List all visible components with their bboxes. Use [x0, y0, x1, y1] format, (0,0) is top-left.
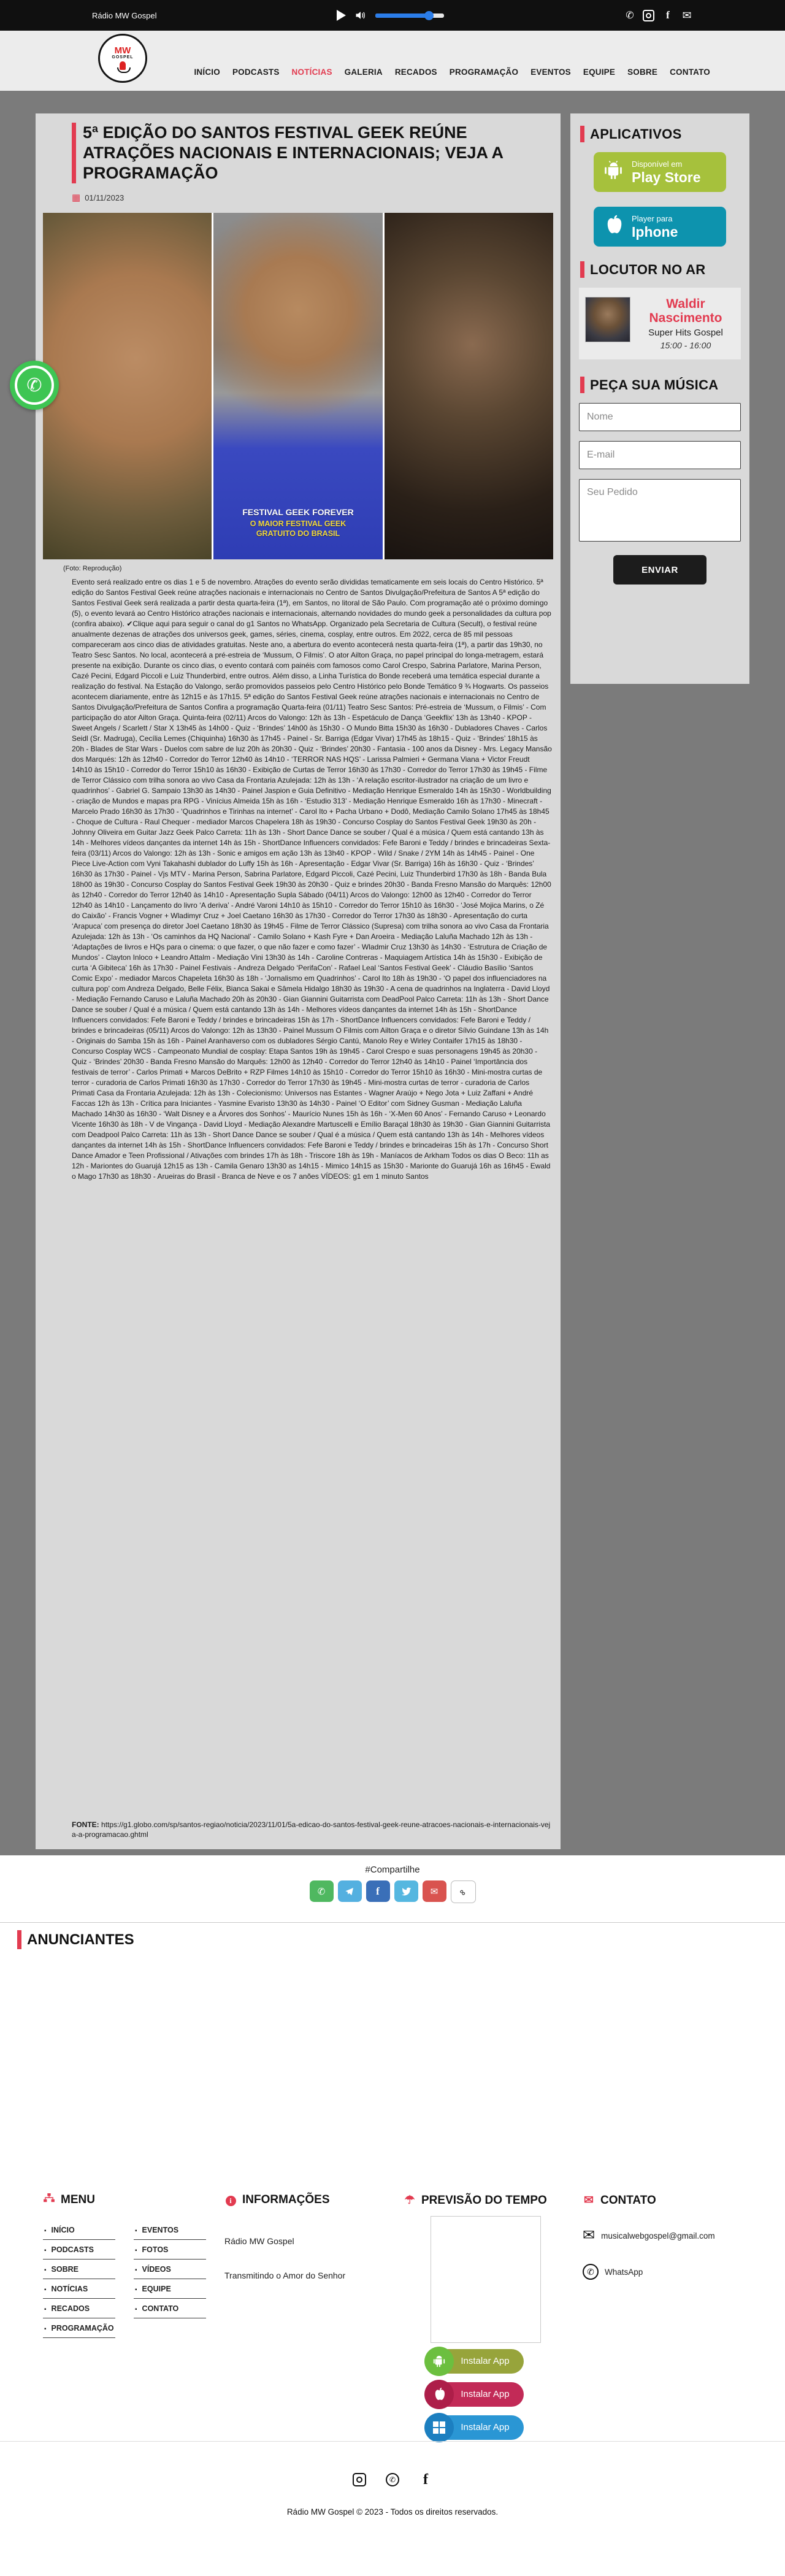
nav-item[interactable]: GALERIA [344, 67, 383, 77]
footer-divider [0, 2441, 785, 2442]
article-date: 01/11/2023 [85, 193, 124, 202]
station-name: Rádio MW Gospel [92, 10, 157, 20]
volume-fill [375, 13, 429, 18]
content-area [0, 91, 785, 1855]
share-title: #Compartilhe [365, 1865, 420, 1875]
instagram-icon[interactable] [351, 2472, 367, 2488]
title-accent-bar [72, 123, 76, 183]
heading-accent-bar [580, 126, 584, 142]
footer-station-name: Rádio MW Gospel [224, 2236, 294, 2246]
top-bar [0, 0, 785, 31]
whatsapp-float-button[interactable] [10, 361, 59, 410]
footer-menu-item[interactable]: ▪ VÍDEOS [134, 2260, 206, 2279]
photo-man-sunglasses [213, 213, 382, 559]
footer-menu-item[interactable]: ▪ INÍCIO [43, 2220, 115, 2240]
footer-menu-list-1 [43, 2220, 115, 2338]
nome-field[interactable] [579, 403, 741, 431]
article-body: Evento será realizado entre os dias 1 e 5 de novembro. Atrações do evento serão divididas tematicamente em seis locais do Centro Histórico. 5ª edição do Santos Festival Geek reúne atrações nacionais e internacionais no Centro de Santos Divulgação/Prefeitura de Santos A 5ª edição do Santos Festival Geek será realizada a partir desta quarta-feira (1ª), em Santos, no litoral de São Paulo. Com programação até o próximo domingo (5), o evento levará ao Centro Histórico atrações nacionais e internacionais, alternando novidades do mundo geek a personalidades da cultura pop (confira abaixo). ✔Clique aqui para seguir o canal do g1 Santos no WhatsApp. Organizado pela Secretaria de Cultura (Secult), o festival reúne anualmente dezenas de atrações dos universos geek, games, séries, cinema, cosplay, entre outros. Em 2022, cerca de 85 mil pessoas compareceram aos cinco dias de atividades gratuitas. Neste ano, a abertura do evento acontecerá nesta quarta-feira (1ª), a partir das 19h30, no Teatro Sesc Santos. No local, acontecerá a pré-estreia de ‘Mussum, O Filmis’. O ator Ailton Graça, no papel principal do longa-metragem, estará presente na exibição. Durante os cinco dias, o evento contará com painéis com famosos como Carol Crespo, Sabrina Parlatore, Marina Person, Cazé Pecini, Edgard Piccoli e Luiz Thunderbird, entre outros. Além disso, a Linha Turística do Bonde receberá uma temática especial durante a realização do festival. Na Estação do Valongo, serão promovidos passeios pelo Centro Histórico pelo Bonde Temático 9 ¾ Hogwarts. Os passeios acontecem diariamente, entre às 12h15 e às 17h15. 5ª edição do Santos Festival Geek reúne atrações nacionais e internacionais no Centro de Santos Divulgação/Prefeitura de Santos Confira a programação Quarta-feira (01/11) Teatro Sesc Santos: Pré-estreia de ‘Mussum, o Filmis’ - Com participação do ator Ailton Graça. Quinta-feira (02/11) Arcos do Valongo: 12h às 13h - Espetáculo de Dança ‘Geekflix’ 13h às 13h40 - KPOP - Sweet Angels / Scarlett / Star X 13h45 às 14h00 - Quiz - ‘Brindes’ 14h00 às 15h30 - O Mundo Bitta 15h30 às 16h30 - Dubladores Chaves - Carlos Seidl (Sr. Madruga), Cecília Lemes (Chiquinha) 16h30 às 17h45 - Painel - Sr. Barriga (Edgar Vivar) 17h45 às 18h15 - Quiz - ‘Brindes’ 18h15 às 20h - Blades de Star Wars - Duelos com sabre de luz 20h às 20h30 - Quiz - ‘Brindes’ 20h30 - Fantasia - 100 anos da Disney - Mrs. Legacy Mansão dos Marqués: 12h às 12h40 - Corredor do Terror 12h40 às 14h10 - ‘TERROR NAS HQS’ - Larissa Palmieri + Germana Viana + Victor Freudt 14h10 às 15h10 - Corredor do Terror 15h10 às 16h30 - Exibição de Curtas de Terror 16h30 às 17h30 - Corredor do Terror 17h30 às 19h45 - Filme de Terror Clássico com trilha sonora ao vivo Casa da Frontaria Azulejada: 12h às 13h - ‘A relação escritor-ilustrador na criação de um livro e quadrinhos’ - Gabriel G. Sampaio 13h30 às 14h30 - Painel Jaspion e Guia Definitivo - Mediação Henrique Esmeraldo 14h às 15h30 - Worldbuilding - criação de Mundos e mapas pra RPG - Vinícius Almeida 15h às 16h - ‘Estudio 313’ - Mediação Henrique Esmeraldo 16h às 17h30 - Minecraft - Marcelo Prado 16h30 às 17h30 - ‘Quadrinhos e Tirinhas na internet’ - Carol Ito + Pacha Urbano + Dodô, Mediação Camilo Solano 17h45 às 18h45 - Choque de Cultura - Raul Chequer - mediador Marcos Chapelera 18h às 19h30 - Concurso Cosplay do Santos Festival Geek 19h30 às 20h - Johnny Oliveira em Guitar Jazz Geek Palco Carreta: 11h às 13h - Short Dance Dance se souber / Qual é a música / Quem está cantando 13h às 14h - Melhores vídeos dançantes da internet 14h às 15h - ShortDance Influencers convidados: Fefe Baroni e Teddy / brindes e brincadeiras Sexta-feira (03/11) Arcos do Valongo: 12h às 13h - Sonic e amigos em ação 13h às 13h40 - KPOP - Wild / Snake / 2YM 14h às 14h45 - Painel - One Piece Live-Action com Vyni Takahashi dublador do Luffy 15h às 16h - Apresentação - Edgar Vivar (Sr. Barriga) 16h às 16h30 - Quiz - ‘Brindes’ 16h30 às 17h30 - Painel - Vjs MTV - Marina Person, Sabrina Parlatore, Edgard Piccoli, Cazé Pecini, Luiz Thunderbird 17h30 às 18h - Banda Bula 18h00 às 19h30 - Concurso Cosplay do Santos Festival Geek 19h30 às 20h30 - Quiz e brindes 20h30 - Banda Fresno Mansão do Marquês: 12h00 às 12h40 - Corredor do Terror 12h40 às 14h10 - Apresentação Supla Sábado (04/11) Arcos do Valongo: 12h00 às 12h40 - Corredor do Terror 12h40 às 14h10 - Lançamento do livro ‘A deriva’ - André Varoni 14h10 às 15h10 - Corredor do Terror 15h10 às 16h30 - ‘José Mojica Marins, o Zé do Caixão’ - Francis Vogner + Wladimyr Cruz + Joel Caetano 16h30 às 17h30 - Corredor do Terror 17h30 às 18h30 - Apresentação do curta ‘Arapuca’ com presença do diretor Joel Caetano 18h30 às 19h45 - Filme de Terror Clássico (Supresa) com trilha sonora ao vivo Casa da Frontaria Azulejada: 12h às 13h - ‘Os caminhos da HQ Nacional’ - Camilo Solano + Kash Fyre + Dan Aroeira - Mediação Laluña Machado 12h às 13h - ‘Adaptações de livros e HQs para o cinema: o que fazer, o que não fazer e como fazer’ - Wladmir Cruz 13h30 às 14h30 - ‘Estrutura de Criação de Mundos’ - Clayton Inloco + Leandro Attalm - Mediação Vini 13h30 às 14h - Caroline Contreras - Maquiagem Artística 14h às 15h30 - Exibição de curta ‘A Gibiteca’ 16h às 17h30 - Painel Festivais - Andreza Delgado ‘PerifaCon’ - Rafael Leal ‘Santos Festival Geek’ - Cláudio Basílio ‘Santos Comic Expo’ - mediador Marcos Chapeleta 16h30 às 18h - ‘Jornalismo em Quadrinhos’ - Carol Ito 18h às 19h30 - ‘O papel dos influenciadores na cultura pop’ com Andreza Delgado, Belle Félix, Bianca Sakai e Sâmela Hidalgo 18h30 às 19h30 - A cena de quadrinhos na Inglaterra - David Lloyd - Mediação Fernando Caruso e Laluña Machado 20h às 20h30 - Gian Giannini Guitarrista com DeadPool Palco Carreta: 11h às 13h - Short Dance Dance se souber / Qual é a música / Quem está cantando 13h às 14h - Melhores vídeos dançantes da internet 14h às 15h - ShortDance Influencers convidados: Fefe Baroni e Teddy / brindes e brincadeiras 15h às 17h - ShortDance Influencers convidados: Fefe Baroni e Teddy / brindes e brincadeiras (05/11) Arcos do Valongo: 12h às 13h30 - Painel Mussum O Filmis com Ailton Graça e o diretor Sílvio Guindane 13h às 14h - Originais do Samba 15h às 16h - Painel Aranhaverso com os dubladores Sérgio Cantú, Manolo Rey e Wirley Contaifer 17h15 às 18h30 - Concurso Cosplay WCS - Campeonato Mundial de cosplay: Etapa Santos 19h às 19h45 - Carol Crespo e suas personagens 19h45 às 20h30 - Quiz - ‘Brindes’ 20h30 - Banda Fresno Mansão do Marquês: 12h00 às 12h40 - Corredor do Terror 12h40 às 14h10 - Painel ‘Importância dos festivais de terror’ - Carlos Primati + Marcos DeBrito + RZP Filmes 14h10 às 15h10 - Corredor do Terror 15h10 às 16h30 - Mini-mostra curtas de terror - curadoria de Carlos Primati 16h30 às 17h30 - Corredor do Terror 17h30 às 19h45 - Mini-mostra curtas de terror - curadoria de Carlos Primati Casa da Frontaria Azulejada: 12h às 13h - Colecionismo: Universos nas Estantes - Wagner Araújo + Nego Jota + Luiz Zaffani + André Faccas 12h às 13h - Crítica para Iniciantes - Yasmine Evaristo 13h30 às 14h30 - Painel ‘O Editor’ com Sidney Gusman - Mediação Laluña Machado 14h30 às 16h30 - ‘Walt Disney e a Árvores dos Sonhos’ - Maurício Nunes 15h às 16h - ‘X-Men 60 Anos’ - Fernando Caruso + Leonardo Vicente 16h30 às 18h - V de Vingança - David Lloyd - Mediação Alexandre Martuscelli e Emílio Baraçal 18h30 às 19h30 - Gian Giannini Guitarrista com Deadpool Palco Carreta: 11h às 13h - Short Dance Dance se souber / Qual é a música / Quem está cantando 13h às 14h - Melhores vídeos dançantes da internet 14h às 15h - ShortDance Influencers convidados: Fefe Baroni e Teddy / brindes e brincadeiras 15h às 17h - Concurso Short Dance Amador e Teen Profissional / Ativações com brindes 17h às 18h - Triscore 18h às 19h - Maníacos de Arkham Todos os dias O Beco: 11h as 12h - Mariontes do Guarujá 12h15 as 13h - Camila Genaro 13h30 as 14h15 - Mimico 14h15 as 15h30 - Marionte do Guarujá 16h as 16h45 - Ewald o Mago 17h30 as 18h30 - Arueiras do Brasil - Branca de Neve e os 7 anões VÍDEOS: g1 em 1 minuto Santos [72, 578, 552, 1181]
pedido-field[interactable] [579, 479, 741, 542]
facebook-icon[interactable]: f [423, 2471, 428, 2488]
heading-accent-bar [17, 1930, 21, 1949]
nav-item[interactable]: RECADOS [394, 67, 437, 77]
nav-item[interactable]: CONTATO [670, 67, 710, 77]
apple-icon [603, 213, 624, 240]
footer-menu-title: MENU [61, 2193, 95, 2206]
sidebar [570, 113, 749, 684]
volume-icon[interactable] [354, 9, 367, 21]
volume-thumb[interactable] [424, 11, 434, 20]
logo-mic-icon [120, 61, 126, 70]
anunciantes-title: ANUNCIANTES [27, 1931, 134, 1948]
topbar-social [624, 9, 693, 21]
photo-shirt-text: FESTIVAL GEEK FOREVER O MAIOR FESTIVAL GEEK GRATUITO DO BRASIL [242, 507, 354, 538]
iphone-line1: Player para [632, 214, 673, 223]
share-twitter-button[interactable] [394, 1880, 418, 1902]
article-title: 5ª EDIÇÃO DO SANTOS FESTIVAL GEEK REÚNE ATRAÇÕES NACIONAIS E INTERNACIONAIS; VEJA A PROGRAMAÇÃO [83, 123, 504, 182]
umbrella-icon: ☂ [404, 2194, 415, 2207]
apple-icon [424, 2380, 454, 2409]
locutor-time: 15:00 - 16:00 [660, 340, 711, 350]
contact-whatsapp-link[interactable] [583, 2264, 742, 2280]
footer-weather-col [404, 2193, 583, 2448]
volume-slider[interactable] [375, 13, 444, 18]
nav-item[interactable]: PROGRAMAÇÃO [449, 67, 519, 77]
nav-item[interactable]: NOTÍCIAS [291, 67, 332, 77]
footer-menu-item[interactable]: ▪ EQUIPE [134, 2279, 206, 2299]
site-footer [0, 2165, 785, 2576]
station-logo[interactable] [98, 34, 147, 83]
android-icon [603, 159, 624, 185]
whatsapp-phone-icon: ✆ [15, 366, 54, 405]
share-whatsapp-button[interactable]: ✆ [310, 1880, 334, 1902]
locutor-name: Waldir Nascimento [649, 297, 722, 325]
article-source [72, 1820, 552, 1839]
install-app-android-button[interactable] [431, 2349, 524, 2374]
install-app-label: Instalar App [461, 2356, 510, 2366]
footer-menu-item[interactable]: ▪ RECADOS [43, 2299, 115, 2318]
footer-info-col [224, 2193, 404, 2448]
song-request-form [579, 403, 741, 585]
whatsapp-icon: ✆ [583, 2264, 599, 2280]
logo-mw-text: MW [114, 45, 131, 56]
email-field[interactable] [579, 441, 741, 469]
nav-item[interactable]: EVENTOS [530, 67, 571, 77]
aplicativos-heading: APLICATIVOS [580, 126, 741, 142]
contact-email-link[interactable] [583, 2228, 742, 2243]
locutor-heading: LOCUTOR NO AR [580, 261, 741, 278]
footer-menu-list-2 [134, 2220, 206, 2338]
instagram-icon[interactable] [643, 9, 655, 21]
iphone-line2: Iphone [632, 224, 678, 240]
play-icon[interactable] [337, 10, 346, 21]
facebook-icon[interactable]: f [666, 9, 670, 21]
install-app-label: Instalar App [461, 2422, 510, 2432]
copyright-text: Rádio MW Gospel © 2023 - Todos os direitos reservados. [286, 2507, 499, 2517]
nav-item[interactable]: INÍCIO [194, 67, 220, 77]
share-telegram-button[interactable] [338, 1880, 362, 1902]
footer-menu-col [43, 2193, 224, 2448]
calendar-icon: ▦ [72, 193, 81, 203]
article-date-row [72, 193, 561, 202]
article-photo-collage [43, 213, 553, 559]
photo-caption: (Foto: Reprodução) [63, 565, 122, 572]
footer-station-slogan: Transmitindo o Amor do Senhor [224, 2271, 346, 2280]
footer-info-title: INFORMAÇÕES [242, 2193, 330, 2206]
email-icon[interactable]: ✉ [682, 9, 692, 21]
whatsapp-icon[interactable]: ✆ [385, 2472, 400, 2488]
footer-contact-col [583, 2193, 742, 2448]
envelope-outline-icon: ✉ [583, 2227, 595, 2244]
iphone-button[interactable] [594, 207, 726, 247]
contact-email: musicalwebgospel@gmail.com [601, 2231, 715, 2241]
enviar-button[interactable]: ENVIAR [613, 555, 706, 585]
install-app-label: Instalar App [461, 2389, 510, 2399]
footer-contact-title: CONTATO [600, 2193, 656, 2207]
footer-weather-title: PREVISÃO DO TEMPO [421, 2193, 547, 2207]
share-facebook-button[interactable]: f [366, 1880, 390, 1902]
playstore-button[interactable] [594, 152, 726, 192]
playstore-line2: Play Store [632, 169, 701, 185]
nav-item[interactable]: EQUIPE [583, 67, 616, 77]
source-url[interactable]: https://g1.globo.com/sp/santos-regiao/noticia/2023/11/01/5a-edicao-do-santos-festival-geek-reune-atracoes-nacionais-e-internacionais-veja-a-programacao.ghtml [72, 1820, 551, 1839]
android-icon [424, 2347, 454, 2376]
sitemap-icon [43, 2193, 55, 2207]
footer-social-row [0, 2472, 785, 2488]
photo-man-glasses [43, 213, 212, 559]
footer-menu-item[interactable]: ▪ FOTOS [134, 2240, 206, 2260]
nav-item[interactable]: SOBRE [627, 67, 658, 77]
share-section [0, 1855, 785, 1923]
envelope-icon: ✉ [584, 2194, 594, 2207]
article-card [36, 113, 561, 1849]
heading-accent-bar [580, 261, 584, 278]
audio-player [337, 9, 444, 21]
main-nav [194, 67, 710, 77]
site-header [0, 31, 785, 91]
weather-widget [431, 2216, 541, 2343]
source-label: FONTE: [72, 1820, 99, 1829]
share-link-button[interactable]: ∞ [451, 1880, 476, 1903]
heading-accent-bar [580, 377, 584, 393]
locutor-show: Super Hits Gospel [648, 328, 723, 338]
footer-menu-item[interactable]: ▪ SOBRE [43, 2260, 115, 2279]
footer-menu-item[interactable]: ▪ NOTÍCIAS [43, 2279, 115, 2299]
share-email-button[interactable]: ✉ [423, 1880, 446, 1902]
contact-whatsapp-label: WhatsApp [605, 2267, 643, 2277]
anunciantes-section [0, 1923, 785, 2165]
footer-menu-item[interactable]: ▪ CONTATO [134, 2299, 206, 2318]
install-app-windows-button[interactable] [431, 2415, 524, 2440]
nav-item[interactable]: PODCASTS [232, 67, 280, 77]
footer-menu-item[interactable]: ▪ EVENTOS [134, 2220, 206, 2240]
windows-icon [424, 2413, 454, 2442]
install-app-ios-button[interactable] [431, 2382, 524, 2407]
whatsapp-icon[interactable]: ✆ [626, 10, 634, 21]
locutor-card [579, 288, 741, 359]
peca-musica-heading: PEÇA SUA MÚSICA [580, 377, 741, 393]
logo-gospel-text: GOSPEL [112, 55, 134, 59]
info-icon: i [224, 2193, 237, 2207]
locutor-avatar [585, 297, 630, 342]
photo-woman-curly [385, 213, 553, 559]
footer-menu-item[interactable]: ▪ PROGRAMAÇÃO [43, 2318, 115, 2338]
footer-menu-item[interactable]: ▪ PODCASTS [43, 2240, 115, 2260]
playstore-line1: Disponível em [632, 159, 683, 169]
